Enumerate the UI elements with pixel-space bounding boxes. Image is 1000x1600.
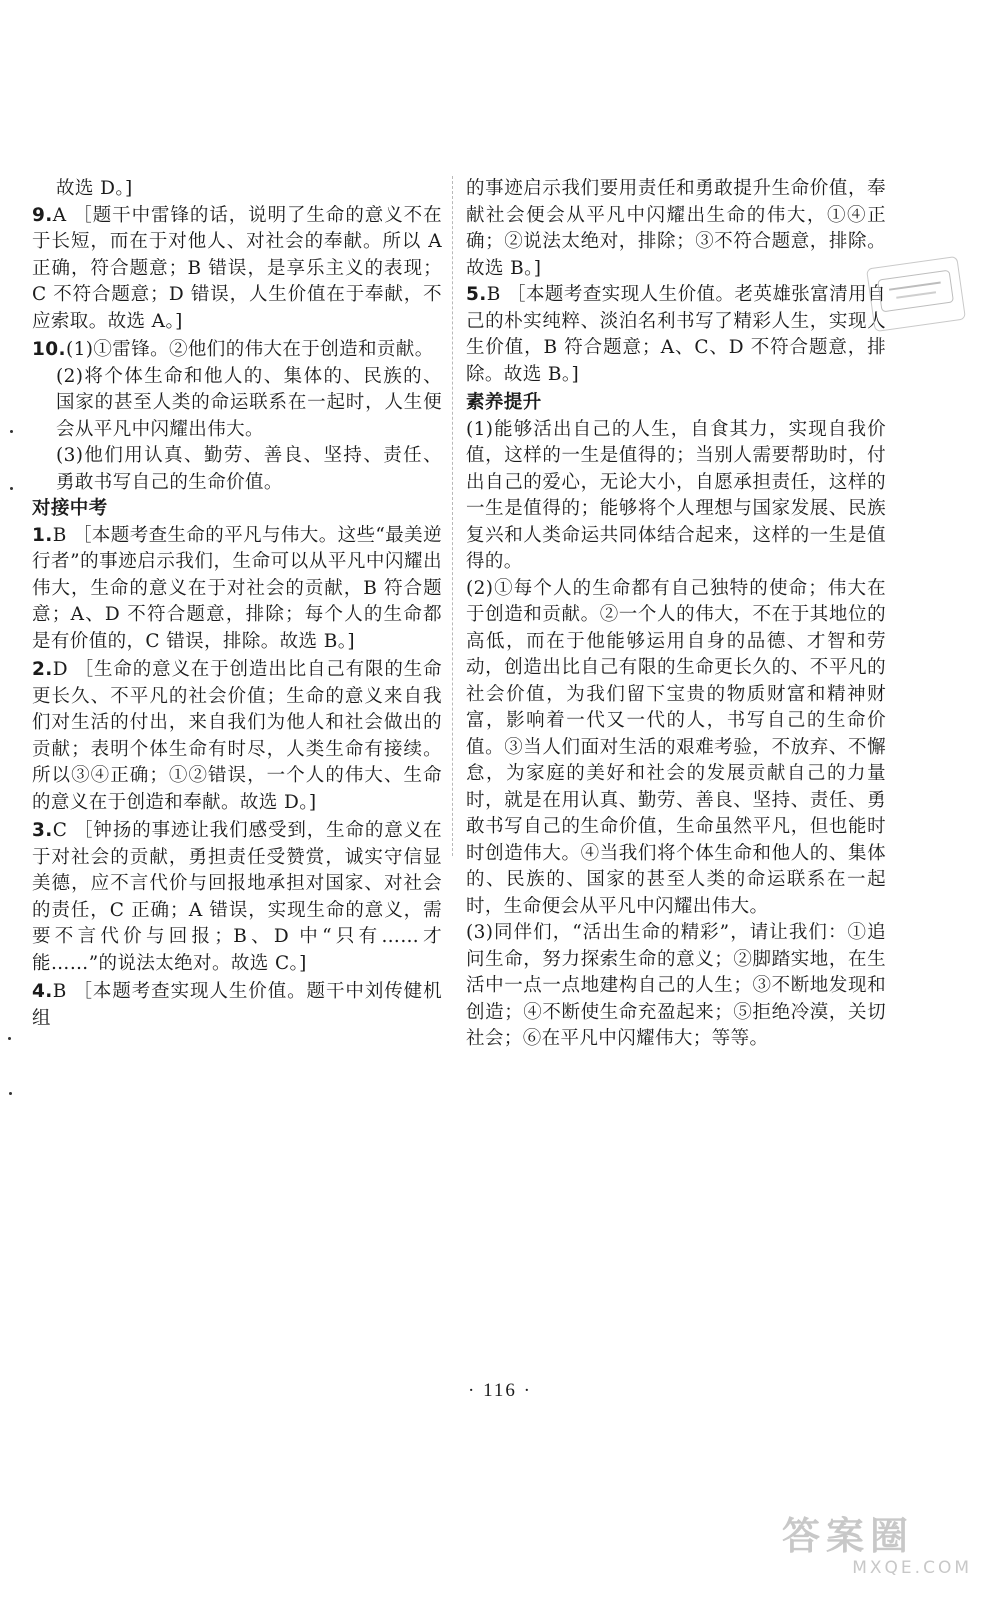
answer-z2 xyxy=(32,657,442,816)
scan-speck xyxy=(10,430,13,433)
answer-z3 xyxy=(32,818,442,977)
watermark-url: MXQE.COM xyxy=(852,1558,972,1578)
section-heading-duijie: 对接中考 xyxy=(32,498,108,519)
section-heading-suyang: 素养提升 xyxy=(466,392,542,413)
scan-speck xyxy=(8,1037,11,1040)
suyang-answer-2: (2)①每个人的生命都有自己独特的使命；伟大在于创造和贡献。②一个人的伟大，不在于其地位的高低，而在于他能够运用自身的品德、才智和劳动，创造出比自己有限的生命更长久的、不平凡的社会价值，为我们留下宝贵的物质财富和精神财富，影响着一代又一代的人，书写自己的生命价值。③当人们面对生活的艰难考验，不放弃、不懈怠，为家庭的美好和社会的发展贡献自己的力量时，就是在用认真、勤劳、善良、坚持、责任、勇敢书写自己的生命价值，生命虽然平凡，但也能时时创造伟大。④当我们将个体生命和他人的、集体的、民族的、国家的甚至人类的命运联系在一起时，生命便会从平凡中闪耀出伟大。 xyxy=(466,577,886,917)
answer-text: A ［题干中雷锋的话，说明了生命的意义不在于长短，而在于对他人、对社会的奉献。所以 A 正确，符合题意；B 错误，是享乐主义的表现；C 不符合题意；D 错误，人生价值在于奉献，不应索取。故选 A。] xyxy=(32,204,442,332)
question-number: 10. xyxy=(32,339,66,360)
question-number: 4. xyxy=(32,981,53,1002)
question-number: 1. xyxy=(32,524,53,546)
answer-text: B ［本题考查生命的平凡与伟大。这些“最美逆行者”的事迹启示我们，生命可以从平凡中闪耀出伟大，生命的意义在于对社会的贡献，B 符合题意；A、D 不符合题意，排除；每个人的生命都是有价值的，C 错误，排除。故选 B。] xyxy=(32,524,442,652)
answer-part-1: (1)①雷锋。②他们的伟大在于创造和贡献。 xyxy=(65,339,434,360)
question-number: 5. xyxy=(466,284,487,305)
continued-answer: 故选 D。] xyxy=(56,178,133,199)
question-number: 9. xyxy=(32,204,53,226)
suyang-answer-3: (3)同伴们，“活出生命的精彩”，请让我们：①追问生命，努力探索生命的意义；②脚踏实地，在生活中一点一点地建构自己的人生；③不断地发现和创造；④不断使生命充盈起来；⑤拒绝冷漠，关切社会；⑥在平凡中闪耀伟大；等等。 xyxy=(466,922,886,1049)
answer-text: B ［本题考查实现人生价值。题干中刘传健机组 xyxy=(32,981,442,1029)
answer-z5 xyxy=(466,282,886,388)
answer-z4 xyxy=(32,979,442,1032)
answer-z1 xyxy=(32,523,442,656)
question-number: 3. xyxy=(32,820,53,841)
answer-part-2: (2)将个体生命和他人的、集体的、民族的、国家的甚至人类的命运联系在一起时，人生便会从平凡中闪耀出伟大。 xyxy=(56,365,442,440)
answer-text: D ［生命的意义在于创造出比自己有限的生命更长久、不平凡的社会价值；生命的意义来自我们对生活的付出，来自我们为他人和社会做出的贡献；表明个体生命有时尽，人类生命有接续。所以③④正确；①②错误，一个人的伟大、生命的意义在于创造和奉献。故选 D。] xyxy=(32,659,442,813)
scan-speck xyxy=(9,1092,12,1095)
answer-text: B ［本题考查实现人生价值。老英雄张富清用自己的朴实纯粹、淡泊名利书写了精彩人生，实现人生价值，B 符合题意；A、C、D 不符合题意，排除。故选 B。] xyxy=(466,284,886,385)
decorative-stamp xyxy=(866,256,966,332)
suyang-answer-1: (1)能够活出自己的人生，自食其力，实现自我价值，这样的一生是值得的；当别人需要帮助时，付出自己的爱心，无论大小，自愿承担责任，这样的一生是值得的；能够将个人理想与国家发展、民族复兴和人类命运共同体结合起来，这样的一生是值得的。 xyxy=(466,418,886,572)
watermark-logo xyxy=(782,1514,972,1582)
watermark-text: 答案圈 xyxy=(782,1514,915,1558)
question-number: 2. xyxy=(32,659,53,680)
answer-part-3: (3)他们用认真、勤劳、善良、坚持、责任、勇敢书写自己的生命价值。 xyxy=(56,445,442,493)
answer-text: C ［钟扬的事迹让我们感受到，生命的意义在于对社会的贡献，勇担责任受赞赏，诚实守信显美德，应不言代价与回报地承担对国家、对社会的责任，C 正确；A 错误，实现生命的意义，需要不言代价与回报；B、D 中“只有……才能……”的说法太绝对。故选 C。] xyxy=(32,820,442,974)
column-divider xyxy=(452,176,453,856)
right-column xyxy=(466,176,886,1053)
scan-speck xyxy=(10,487,13,490)
left-column xyxy=(32,176,442,1034)
answer-q10 xyxy=(32,337,442,496)
continued-answer: 的事迹启示我们要用责任和勇敢提升生命价值，奉献社会便会从平凡中闪耀出生命的伟大，①④正确；②说法太绝对，排除；③不符合题意，排除。故选 B。] xyxy=(466,178,886,279)
page-number: · 116 · xyxy=(468,1380,532,1401)
answer-q9 xyxy=(32,203,442,336)
stamp-icon xyxy=(873,266,958,317)
